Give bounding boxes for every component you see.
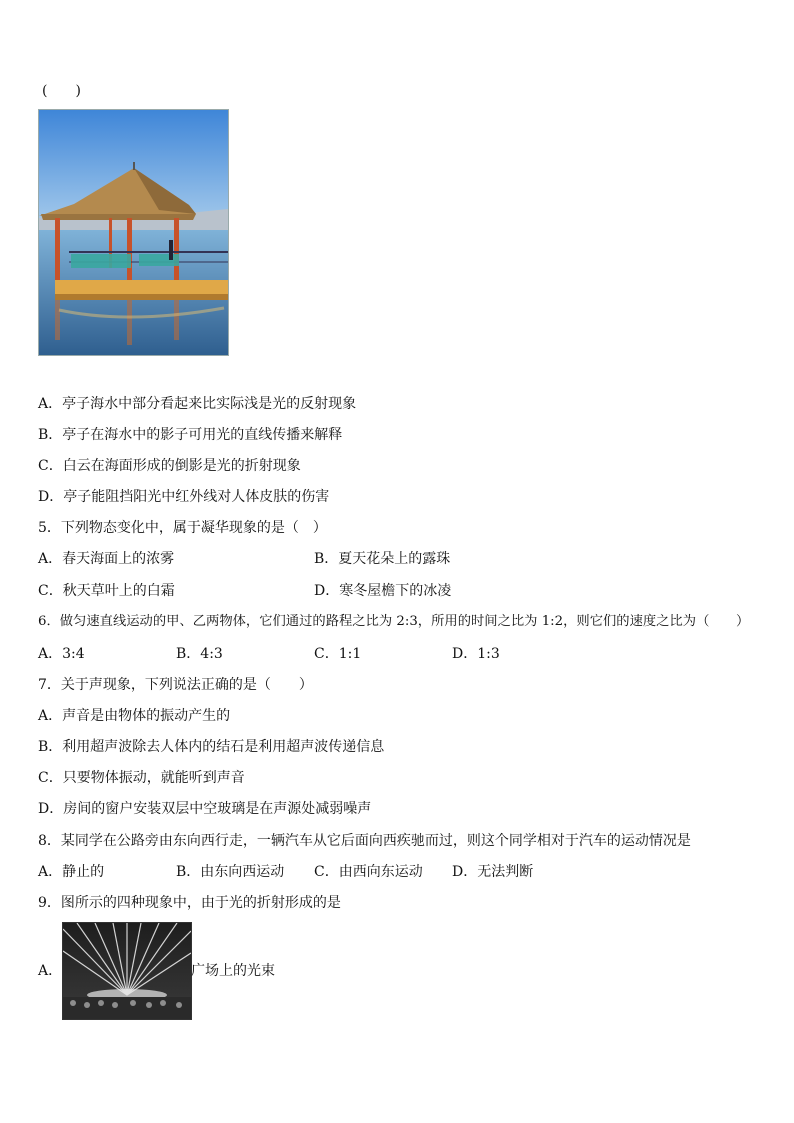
light-beams-photo bbox=[62, 922, 192, 1020]
q8-option-a: A．静止的 bbox=[38, 864, 105, 880]
q5-option-b: B．夏天花朵上的露珠 bbox=[314, 551, 451, 567]
q6-option-c: C．1:1 bbox=[314, 646, 362, 662]
q4-option-d: D．亭子能阻挡阳光中红外线对人体皮肤的伤害 bbox=[38, 489, 330, 505]
q5-option-c: C．秋天草叶上的白霜 bbox=[38, 583, 175, 599]
q6-stem: 6．做匀速直线运动的甲、乙两物体，它们通过的路程之比为 2:3，所用的时间之比为 1:2，则它们的速度之比为（ ） bbox=[38, 614, 750, 629]
answer-paren: ( ) bbox=[42, 83, 81, 99]
q6-option-d: D．1:3 bbox=[452, 646, 500, 662]
q7-option-b: B．利用超声波除去人体内的结石是利用超声波传递信息 bbox=[38, 739, 385, 755]
q9-option-a-text: 广场上的光束 bbox=[191, 963, 275, 979]
q4-option-c: C．白云在海面形成的倒影是光的折射现象 bbox=[38, 458, 301, 474]
q9-option-a-letter: A． bbox=[38, 963, 63, 979]
q5-stem: 5．下列物态变化中，属于凝华现象的是（ ） bbox=[38, 520, 327, 536]
q7-option-d: D．房间的窗户安装双层中空玻璃是在声源处减弱噪声 bbox=[38, 801, 372, 817]
q5-option-d: D．寒冬屋檐下的冰凌 bbox=[314, 583, 452, 599]
q6-option-b: B．4:3 bbox=[176, 646, 223, 662]
q9-stem: 9．图所示的四种现象中，由于光的折射形成的是 bbox=[38, 895, 341, 911]
q5-option-a: A．春天海面上的浓雾 bbox=[38, 551, 175, 567]
q7-stem: 7．关于声现象，下列说法正确的是（ ） bbox=[38, 677, 313, 693]
q4-option-a: A．亭子海水中部分看起来比实际浅是光的反射现象 bbox=[38, 396, 357, 412]
pavilion-photo bbox=[38, 109, 229, 356]
q8-option-c: C．由西向东运动 bbox=[314, 864, 423, 880]
q4-option-b: B．亭子在海水中的影子可用光的直线传播来解释 bbox=[38, 427, 343, 443]
q8-stem: 8．某同学在公路旁由东向西行走，一辆汽车从它后面向西疾驰而过，则这个同学相对于汽车的运动情况是 bbox=[38, 833, 691, 849]
q8-option-d: D．无法判断 bbox=[452, 864, 534, 880]
q7-option-a: A．声音是由物体的振动产生的 bbox=[38, 708, 231, 724]
q7-option-c: C．只要物体振动，就能听到声音 bbox=[38, 770, 245, 786]
q6-option-a: A．3:4 bbox=[38, 646, 85, 662]
q8-option-b: B．由东向西运动 bbox=[176, 864, 285, 880]
